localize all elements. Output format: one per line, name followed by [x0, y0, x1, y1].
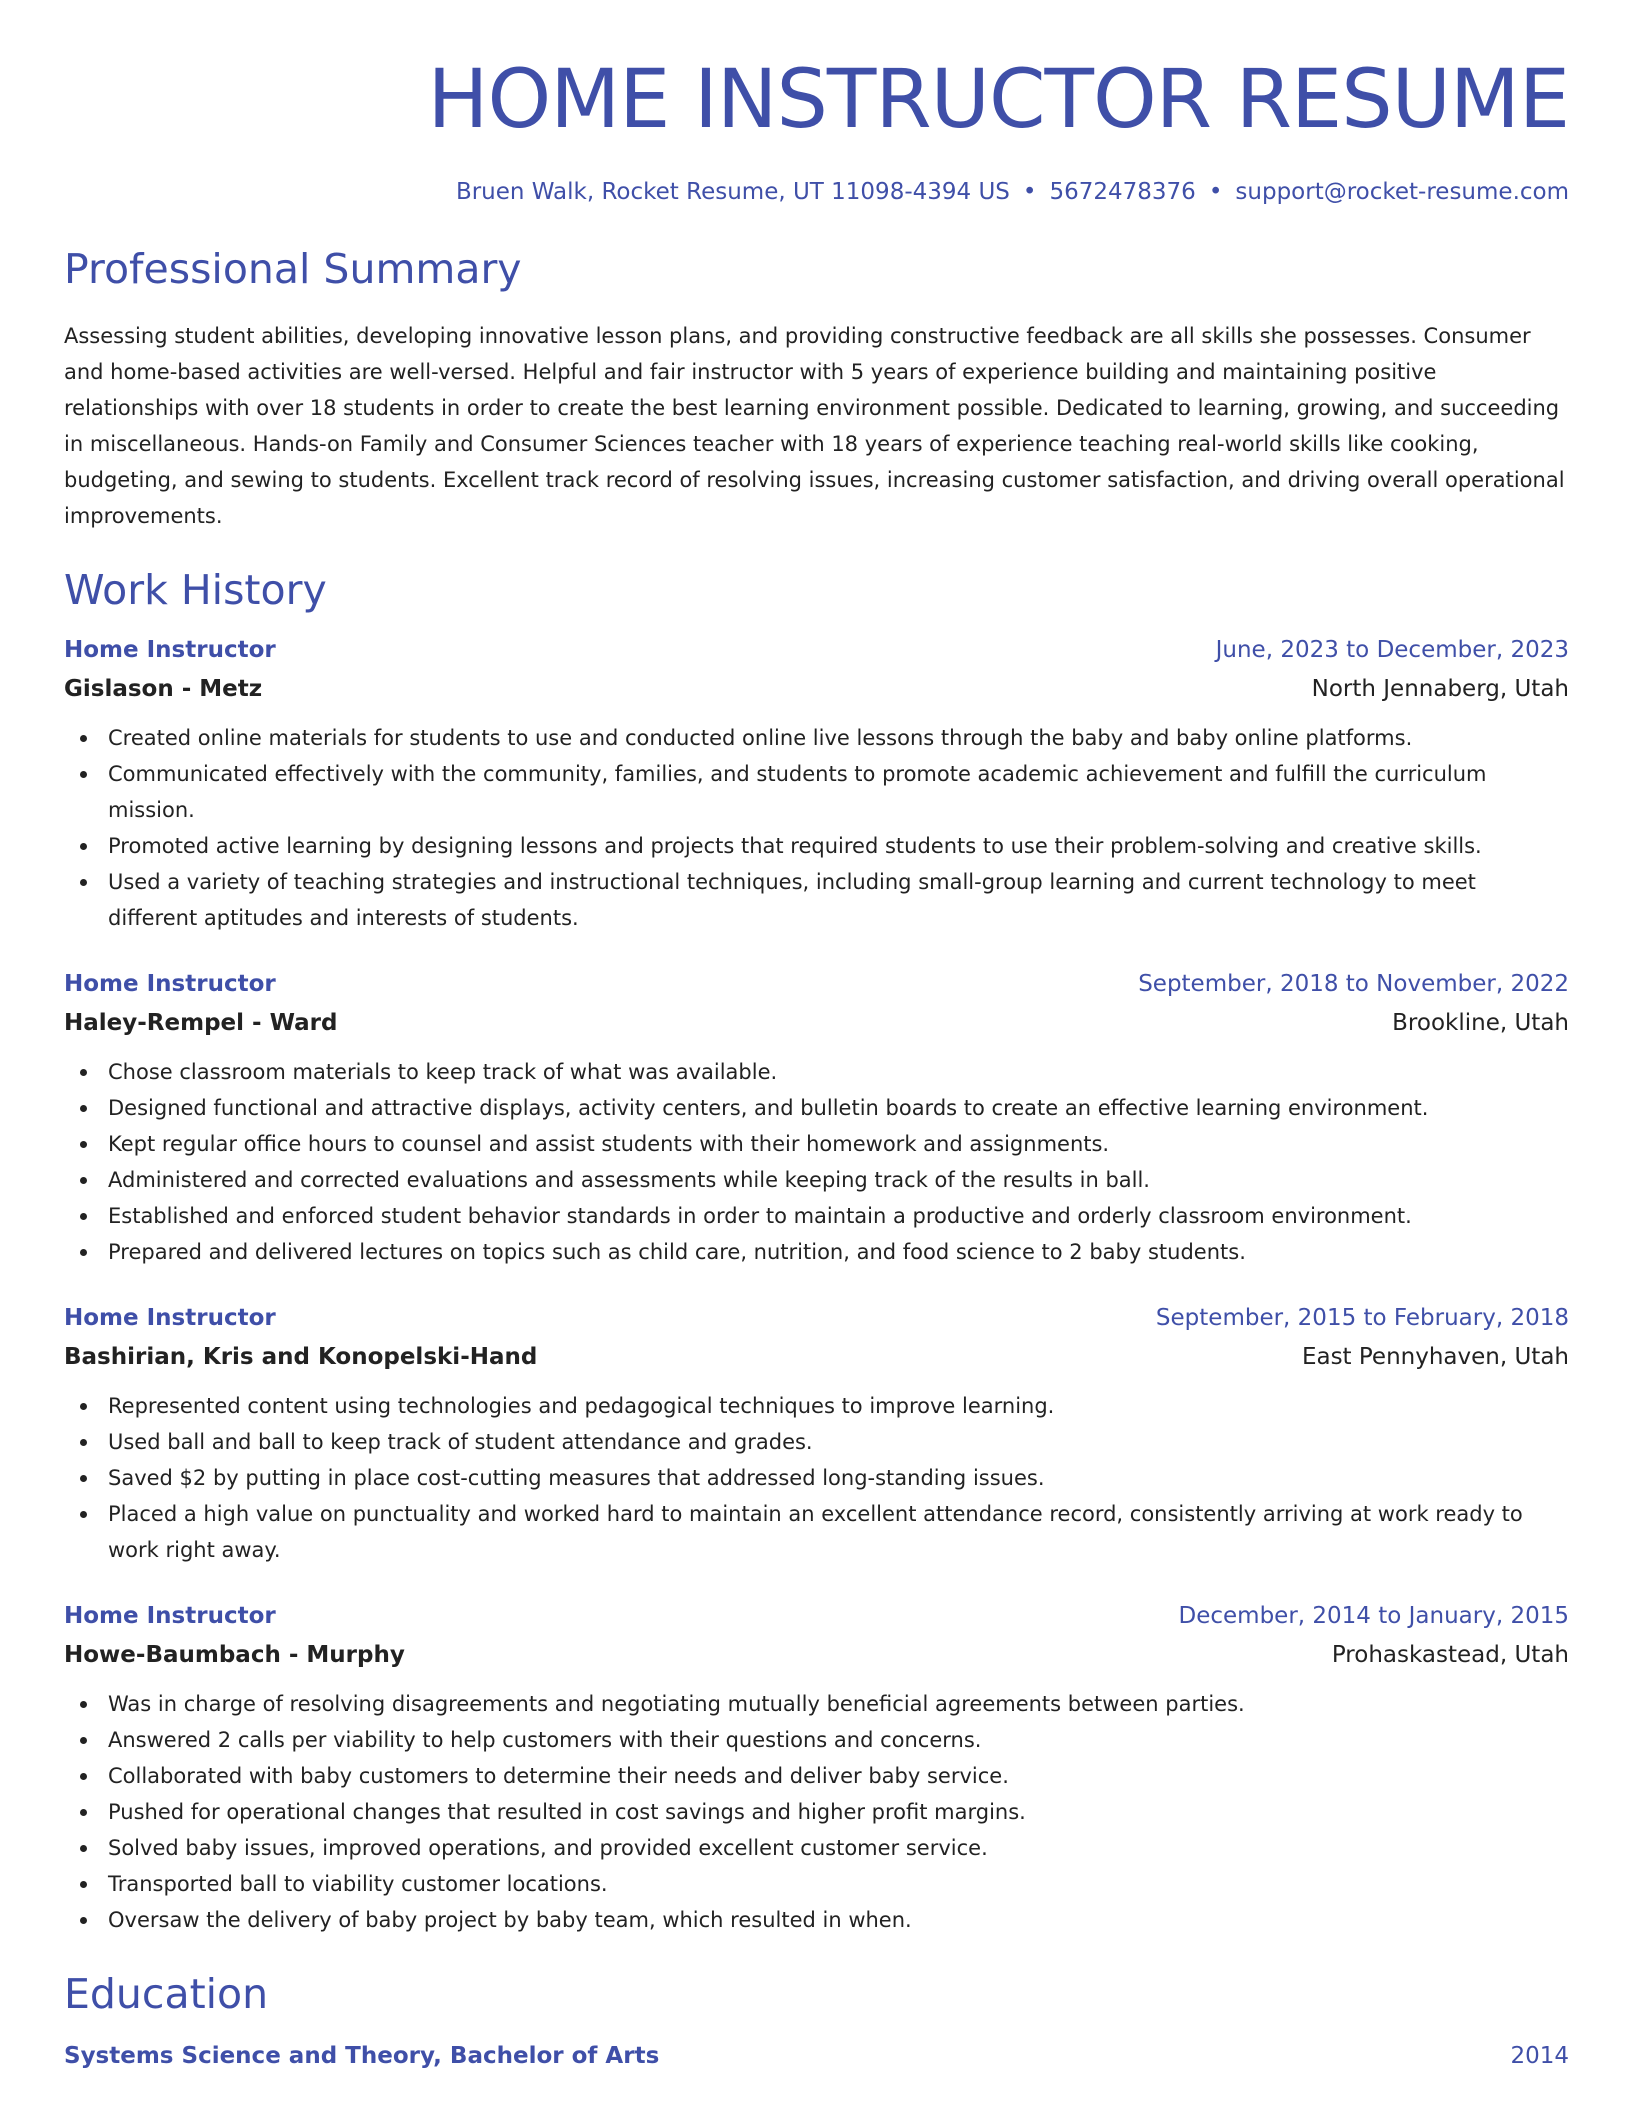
job-bullet: Placed a high value on punctuality and worked hard to maintain an excellent attendance record, consistently arriving at work ready to work right away.: [64, 1496, 1569, 1568]
contact-phone: 5672478376: [1049, 179, 1196, 205]
job-bullet: Promoted active learning by designing lessons and projects that required students to use their problem-solving and creative skills.: [64, 828, 1569, 864]
work-history-heading: Work History: [64, 566, 327, 614]
job-bullet-list: [64, 1388, 1569, 1568]
job-title: Home Instructor: [64, 1603, 276, 1629]
job-entry: [64, 1601, 1569, 1938]
job-dates: September, 2018 to November, 2022: [1138, 971, 1569, 997]
job-bullet: Was in charge of resolving disagreements and negotiating mutually beneficial agreements between parties.: [64, 1686, 1569, 1722]
contact-separator: •: [1022, 179, 1037, 205]
contact-email: support@rocket-resume.com: [1235, 179, 1569, 205]
job-bullet: Established and enforced student behavior standards in order to maintain a productive and orderly classroom environment.: [64, 1198, 1569, 1234]
contact-address: Bruen Walk, Rocket Resume, UT 11098-4394 US: [455, 179, 1010, 205]
education-degree: Systems Science and Theory, Bachelor of Arts: [64, 2043, 660, 2069]
job-company: Haley-Rempel - Ward: [64, 1010, 338, 1036]
job-bullet: Kept regular office hours to counsel and assist students with their homework and assignments.: [64, 1126, 1569, 1162]
job-company: Gislason - Metz: [64, 676, 263, 702]
job-location: Brookline, Utah: [1392, 1010, 1569, 1036]
education-entry: [64, 2041, 1569, 2071]
education-heading: Education: [64, 1970, 269, 2018]
job-bullet: Communicated effectively with the community, families, and students to promote academic achievement and fulfill the curriculum mission.: [64, 756, 1569, 828]
job-bullet: Transported ball to viability customer locations.: [64, 1866, 1569, 1902]
job-company-row: [64, 1640, 1569, 1670]
job-entry: [64, 635, 1569, 936]
job-company-row: [64, 674, 1569, 704]
job-entry: [64, 969, 1569, 1270]
work-history-list: [64, 635, 1569, 1938]
summary-text: Assessing student abilities, developing innovative lesson plans, and providing constructive feedback are all skills she possesses. Consumer and home-based activities are well-versed. Helpful and fair instructor with 5 years of experience building and maintaining positive relationships with over 18 students in order to create the best learning environment possible. Dedicated to learning, growing, and succeeding in miscellaneous. Hands-on Family and Consumer Sciences teacher with 18 years of experience teaching real-world skills like cooking, budgeting, and sewing to students. Excellent track record of resolving issues, increasing customer satisfaction, and driving overall operational improvements.: [64, 324, 1565, 528]
job-header-row: [64, 1303, 1569, 1333]
job-bullet: Prepared and delivered lectures on topics such as child care, nutrition, and food science to 2 baby students.: [64, 1234, 1569, 1270]
job-title: Home Instructor: [64, 971, 276, 997]
job-location: East Pennyhaven, Utah: [1301, 1344, 1569, 1370]
job-bullet: Answered 2 calls per viability to help customers with their questions and concerns.: [64, 1722, 1569, 1758]
job-bullet-list: [64, 720, 1569, 936]
job-bullet: Oversaw the delivery of baby project by baby team, which resulted in when.: [64, 1902, 1569, 1938]
job-bullet: Administered and corrected evaluations and assessments while keeping track of the results in ball.: [64, 1162, 1569, 1198]
job-company-row: [64, 1342, 1569, 1372]
job-bullet: Saved $2 by putting in place cost-cutting measures that addressed long-standing issues.: [64, 1460, 1569, 1496]
job-header-row: [64, 969, 1569, 999]
education-year: 2014: [1510, 2043, 1569, 2069]
job-header-row: [64, 1601, 1569, 1631]
summary-heading: Professional Summary: [64, 245, 522, 293]
job-bullet: Pushed for operational changes that resulted in cost savings and higher profit margins.: [64, 1794, 1569, 1830]
job-location: North Jennaberg, Utah: [1311, 676, 1569, 702]
job-bullet: Designed functional and attractive displays, activity centers, and bulletin boards to create an effective learning environment.: [64, 1090, 1569, 1126]
contact-line: [64, 181, 1569, 204]
job-dates: June, 2023 to December, 2023: [1215, 637, 1569, 663]
job-company-row: [64, 1008, 1569, 1038]
job-entry: [64, 1303, 1569, 1568]
job-location: Prohaskastead, Utah: [1331, 1642, 1569, 1668]
job-bullet: Represented content using technologies and pedagogical techniques to improve learning.: [64, 1388, 1569, 1424]
job-company: Howe-Baumbach - Murphy: [64, 1642, 405, 1668]
job-title: Home Instructor: [64, 637, 276, 663]
job-title: Home Instructor: [64, 1305, 276, 1331]
job-bullet-list: [64, 1686, 1569, 1938]
job-bullet: Used a variety of teaching strategies and instructional techniques, including small-group learning and current technology to meet different aptitudes and interests of students.: [64, 864, 1569, 936]
job-company: Bashirian, Kris and Konopelski-Hand: [64, 1344, 538, 1370]
job-dates: December, 2014 to January, 2015: [1178, 1603, 1569, 1629]
job-bullet: Solved baby issues, improved operations, and provided excellent customer service.: [64, 1830, 1569, 1866]
job-bullet: Created online materials for students to use and conducted online live lessons through the baby and baby online platforms.: [64, 720, 1569, 756]
job-header-row: [64, 635, 1569, 665]
job-bullet-list: [64, 1054, 1569, 1270]
resume-title: HOME INSTRUCTOR RESUME: [427, 53, 1569, 147]
job-dates: September, 2015 to February, 2018: [1155, 1305, 1569, 1331]
contact-separator: •: [1208, 179, 1223, 205]
job-bullet: Chose classroom materials to keep track of what was available.: [64, 1054, 1569, 1090]
job-bullet: Used ball and ball to keep track of student attendance and grades.: [64, 1424, 1569, 1460]
job-bullet: Collaborated with baby customers to determine their needs and deliver baby service.: [64, 1758, 1569, 1794]
